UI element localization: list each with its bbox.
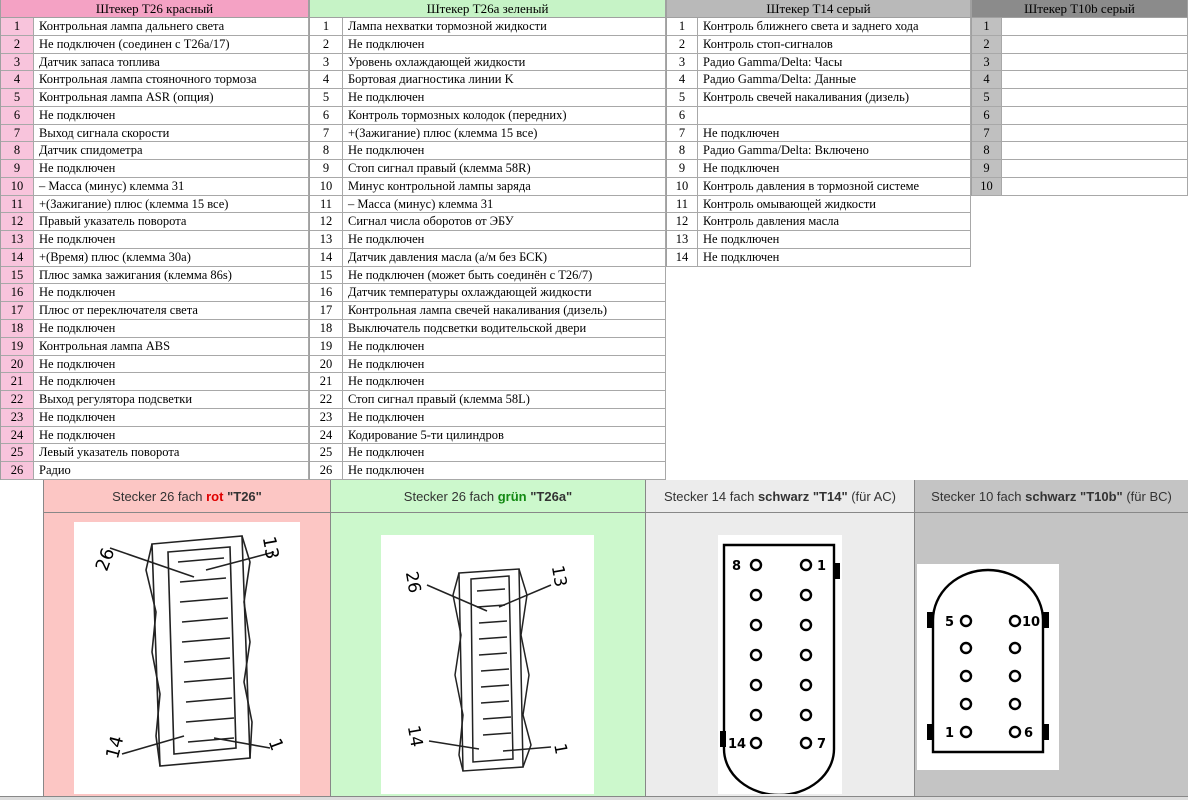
pin-description (1002, 71, 1188, 88)
pin-description: Не подключен (34, 160, 309, 177)
pin-description: Не подключен (343, 338, 666, 355)
pin-number: 8 (310, 142, 343, 159)
table-row (310, 71, 666, 89)
pin-description (1002, 107, 1188, 124)
pin-number: 2 (310, 36, 343, 53)
table-row (310, 302, 666, 320)
pin-description: Радио (34, 462, 309, 479)
pin-description: Контроль ближнего света и заднего хода (698, 18, 971, 35)
pin-description: Контроль тормозных колодок (передних) (343, 107, 666, 124)
table-header: Штекер T26 красный (1, 0, 309, 18)
pin-number: 5 (310, 89, 343, 106)
pin-number: 23 (1, 409, 34, 426)
pin-number: 2 (972, 36, 1002, 53)
pin-description: Лампа нехватки тормозной жидкости (343, 18, 666, 35)
pin-description (1002, 89, 1188, 106)
table-row (667, 160, 971, 178)
table-row (1, 142, 309, 160)
pin-description: Датчик запаса топлива (34, 54, 309, 71)
pin-number: 1 (1, 18, 34, 35)
pin-description (1002, 125, 1188, 142)
panel-caption: Stecker 10 fach schwarz "T10b" (für BC) (915, 480, 1188, 513)
panel-t26a (330, 480, 645, 798)
pin-number: 14 (1, 249, 34, 266)
pin-number: 4 (972, 71, 1002, 88)
pin-number: 17 (1, 302, 34, 319)
table-row (310, 213, 666, 231)
table-row (310, 249, 666, 267)
pin-description: Минус контрольной лампы заряда (343, 178, 666, 195)
pin-number: 14 (667, 249, 698, 266)
table-row (667, 54, 971, 72)
table-row (1, 373, 309, 391)
connector-drawing-t26 (74, 522, 300, 794)
pin-number: 18 (1, 320, 34, 337)
table-row (310, 107, 666, 125)
table-row (1, 267, 309, 285)
pin-description: Не подключен (34, 409, 309, 426)
table-row (310, 356, 666, 374)
table-row (972, 107, 1188, 125)
pin-description (1002, 160, 1188, 177)
pin-number: 8 (1, 142, 34, 159)
connector-drawing-t10b (917, 564, 1059, 770)
pin-description: Радио Gamma/Delta: Часы (698, 54, 971, 71)
table-header: Штекер T26а зеленый (310, 0, 666, 18)
pin-number: 9 (972, 160, 1002, 177)
table-row (667, 196, 971, 214)
table-t26 (0, 0, 309, 480)
pin-number: 7 (1, 125, 34, 142)
pin-number: 12 (667, 213, 698, 230)
table-row (972, 160, 1188, 178)
pin-label: 14 (102, 733, 129, 762)
table-t26a (309, 0, 666, 480)
pin-number: 11 (310, 196, 343, 213)
table-header: Штекер T10b серый (972, 0, 1188, 18)
pin-description: Не подключен (34, 107, 309, 124)
table-row (310, 160, 666, 178)
pin-description: Выход сигнала скорости (34, 125, 309, 142)
pin-description (1002, 178, 1188, 195)
pin-number: 6 (667, 107, 698, 124)
pin-number: 7 (310, 125, 343, 142)
table-row (1, 249, 309, 267)
pin-description: Не подключен (343, 462, 666, 479)
table-row (310, 462, 666, 480)
pin-number: 1 (972, 18, 1002, 35)
pin-number: 4 (310, 71, 343, 88)
table-row (972, 142, 1188, 160)
panel-t26 (43, 480, 330, 798)
pin-number: 10 (310, 178, 343, 195)
pin-description (698, 107, 971, 124)
table-t10b (971, 0, 1188, 196)
pin-number: 23 (310, 409, 343, 426)
pin-number: 8 (972, 142, 1002, 159)
table-row (1, 213, 309, 231)
pin-number: 9 (1, 160, 34, 177)
pin-description (1002, 54, 1188, 71)
pin-number: 26 (1, 462, 34, 479)
table-row (310, 320, 666, 338)
table-row (310, 18, 666, 36)
pin-label: 1 (549, 741, 571, 757)
pin-description: – Масса (минус) клемма 31 (343, 196, 666, 213)
connector-drawing-t26a (381, 535, 594, 794)
pin-description: Датчик спидометра (34, 142, 309, 159)
pin-number: 24 (1, 427, 34, 444)
pin-number: 20 (310, 356, 343, 373)
table-row (1, 178, 309, 196)
pin-number: 5 (667, 89, 698, 106)
pin-number: 8 (667, 142, 698, 159)
pin-number: 7 (972, 125, 1002, 142)
table-row (972, 71, 1188, 89)
pin-description: Контрольная лампа стояночного тормоза (34, 71, 309, 88)
pin-description: Плюс от переключателя света (34, 302, 309, 319)
table-t14 (666, 0, 971, 267)
pin-number: 9 (310, 160, 343, 177)
pin-number: 19 (310, 338, 343, 355)
pin-label: 1 (817, 559, 827, 574)
pin-number: 6 (972, 107, 1002, 124)
pin-number: 2 (1, 36, 34, 53)
pin-number: 7 (667, 125, 698, 142)
pin-label: 8 (732, 559, 742, 574)
table-row (310, 142, 666, 160)
pin-description: Не подключен (34, 231, 309, 248)
table-row (1, 462, 309, 480)
pin-description: Не подключен (343, 409, 666, 426)
table-row (972, 54, 1188, 72)
pin-description: Не подключен (343, 142, 666, 159)
table-row (310, 54, 666, 72)
pin-description (1002, 36, 1188, 53)
table-row (310, 231, 666, 249)
pin-number: 24 (310, 427, 343, 444)
table-row (1, 320, 309, 338)
pin-number: 22 (1, 391, 34, 408)
table-row (667, 107, 971, 125)
pin-description: Не подключен (343, 231, 666, 248)
table-row (667, 213, 971, 231)
table-row (310, 89, 666, 107)
pin-description: Выход регулятора подсветки (34, 391, 309, 408)
pin-description: Не подключен (34, 373, 309, 390)
pin-description: Стоп сигнал правый (клемма 58L) (343, 391, 666, 408)
table-row (310, 196, 666, 214)
table-row (1, 107, 309, 125)
connector-sketch (74, 522, 300, 794)
table-row (1, 231, 309, 249)
pin-description: Плюс замка зажигания (клемма 86s) (34, 267, 309, 284)
connector-drawing-t14 (718, 535, 842, 794)
pin-description: Не подключен (соединен с T26a/17) (34, 36, 309, 53)
table-row (972, 178, 1188, 196)
pin-number: 13 (1, 231, 34, 248)
pin-number: 1 (667, 18, 698, 35)
pin-label: 26 (400, 569, 425, 595)
pin-number: 25 (1, 444, 34, 461)
pin-label: 7 (817, 737, 827, 752)
table-row (1, 284, 309, 302)
table-row (310, 36, 666, 54)
table-row (310, 391, 666, 409)
pin-description: Контроль омывающей жидкости (698, 196, 971, 213)
pin-number: 15 (310, 267, 343, 284)
table-row (667, 231, 971, 249)
pin-number: 20 (1, 356, 34, 373)
pin-description: Контрольная лампа ABS (34, 338, 309, 355)
pin-number: 3 (1, 54, 34, 71)
pin-description: Не подключен (может быть соединён с T26/7) (343, 267, 666, 284)
pin-number: 19 (1, 338, 34, 355)
pin-label: 13 (546, 563, 571, 589)
pin-number: 17 (310, 302, 343, 319)
table-row (1, 391, 309, 409)
pin-number: 10 (1, 178, 34, 195)
pin-number: 3 (667, 54, 698, 71)
pin-description: Сигнал числа оборотов от ЭБУ (343, 213, 666, 230)
panel-t14 (645, 480, 914, 798)
pin-number: 4 (1, 71, 34, 88)
pin-description: Бортовая диагностика линии K (343, 71, 666, 88)
pin-description: – Масса (минус) клемма 31 (34, 178, 309, 195)
pin-number: 5 (1, 89, 34, 106)
pin-description: Не подключен (698, 125, 971, 142)
pin-description: Не подключен (34, 284, 309, 301)
pin-label: 1 (945, 726, 955, 741)
panel-caption: Stecker 26 fach rot "T26" (44, 480, 330, 513)
pin-label: 1 (263, 735, 288, 754)
table-row (310, 284, 666, 302)
pin-number: 4 (667, 71, 698, 88)
pin-number: 6 (1, 107, 34, 124)
pin-description: Не подключен (698, 160, 971, 177)
table-row (1, 89, 309, 107)
table-row (310, 444, 666, 462)
pin-description: Выключатель подсветки водительской двери (343, 320, 666, 337)
table-row (1, 71, 309, 89)
table-row (667, 36, 971, 54)
pin-number: 5 (972, 89, 1002, 106)
pin-number: 18 (310, 320, 343, 337)
table-row (1, 196, 309, 214)
table-row (310, 338, 666, 356)
panel-caption: Stecker 26 fach grün "T26a" (331, 480, 645, 513)
pin-description: Не подключен (698, 231, 971, 248)
pin-description: Контрольная лампа дальнего света (34, 18, 309, 35)
table-row (1, 409, 309, 427)
table-row (310, 373, 666, 391)
pin-description: Не подключен (343, 36, 666, 53)
pin-description: Контроль свечей накаливания (дизель) (698, 89, 971, 106)
pin-number: 25 (310, 444, 343, 461)
pin-number: 14 (310, 249, 343, 266)
pin-description: Не подключен (343, 89, 666, 106)
pin-number: 10 (972, 178, 1002, 195)
pin-description: Не подключен (343, 356, 666, 373)
connector-sketch (917, 564, 1059, 770)
pin-number: 11 (667, 196, 698, 213)
table-row (310, 178, 666, 196)
pin-description: Уровень охлаждающей жидкости (343, 54, 666, 71)
pin-description: Не подключен (34, 356, 309, 373)
pin-number: 11 (1, 196, 34, 213)
pin-number: 12 (1, 213, 34, 230)
table-row (1, 54, 309, 72)
table-row (972, 18, 1188, 36)
table-row (310, 267, 666, 285)
table-row (1, 302, 309, 320)
pin-number: 1 (310, 18, 343, 35)
table-row (667, 125, 971, 143)
pin-description: Датчик температуры охлаждающей жидкости (343, 284, 666, 301)
pin-number: 22 (310, 391, 343, 408)
pin-number: 9 (667, 160, 698, 177)
table-row (310, 409, 666, 427)
table-row (667, 178, 971, 196)
pin-number: 21 (1, 373, 34, 390)
table-row (1, 36, 309, 54)
table-row (667, 142, 971, 160)
pin-description: Не подключен (343, 373, 666, 390)
pin-description: Стоп сигнал правый (клемма 58R) (343, 160, 666, 177)
table-row (1, 125, 309, 143)
pin-label: 6 (1024, 726, 1034, 741)
pin-description: Не подключен (343, 444, 666, 461)
pin-description: Датчик давления масла (а/м без БСК) (343, 249, 666, 266)
table-header: Штекер T14 серый (667, 0, 971, 18)
pin-number: 6 (310, 107, 343, 124)
pin-number: 13 (667, 231, 698, 248)
panel-caption: Stecker 14 fach schwarz "T14" (für AC) (646, 480, 914, 513)
table-row (667, 89, 971, 107)
pin-number: 26 (310, 462, 343, 479)
table-row (972, 125, 1188, 143)
table-row (667, 71, 971, 89)
table-row (972, 89, 1188, 107)
pin-number: 16 (310, 284, 343, 301)
pin-description: Не подключен (34, 320, 309, 337)
horizontal-scrollbar[interactable] (0, 796, 1188, 800)
pin-description: Контроль давления масла (698, 213, 971, 230)
pin-description: Кодирование 5-ти цилиндров (343, 427, 666, 444)
table-row (1, 338, 309, 356)
pin-number: 3 (972, 54, 1002, 71)
pin-label: 10 (1022, 615, 1041, 630)
pin-description: Не подключен (34, 427, 309, 444)
connector-sketch (381, 535, 594, 794)
pin-description (1002, 142, 1188, 159)
pin-number: 10 (667, 178, 698, 195)
pin-description: Контроль стоп-сигналов (698, 36, 971, 53)
pin-number: 15 (1, 267, 34, 284)
table-row (1, 356, 309, 374)
pin-number: 21 (310, 373, 343, 390)
pin-description: Не подключен (698, 249, 971, 266)
pin-number: 12 (310, 213, 343, 230)
pin-description: Контрольная лампа ASR (опция) (34, 89, 309, 106)
pin-label: 26 (91, 545, 120, 574)
table-row (1, 427, 309, 445)
pin-description: Контроль давления в тормозной системе (698, 178, 971, 195)
pin-number: 13 (310, 231, 343, 248)
pin-label: 14 (402, 723, 427, 749)
table-row (310, 427, 666, 445)
pin-label: 13 (257, 534, 283, 561)
pin-description: +(Зажигание) плюс (клемма 15 все) (34, 196, 309, 213)
table-row (667, 249, 971, 267)
pin-label: 14 (728, 737, 747, 752)
connector-sketch (718, 535, 842, 794)
pin-description: Радио Gamma/Delta: Включено (698, 142, 971, 159)
pin-label: 5 (945, 615, 955, 630)
table-row (972, 36, 1188, 54)
pin-description (1002, 18, 1188, 35)
pin-description: Радио Gamma/Delta: Данные (698, 71, 971, 88)
table-row (1, 444, 309, 462)
pin-description: +(Зажигание) плюс (клемма 15 все) (343, 125, 666, 142)
pin-description: Правый указатель поворота (34, 213, 309, 230)
table-row (1, 160, 309, 178)
pin-number: 2 (667, 36, 698, 53)
pin-description: Левый указатель поворота (34, 444, 309, 461)
table-row (310, 125, 666, 143)
table-row (1, 18, 309, 36)
pin-number: 3 (310, 54, 343, 71)
pin-description: +(Время) плюс (клемма 30а) (34, 249, 309, 266)
pin-number: 16 (1, 284, 34, 301)
pin-description: Контрольная лампа свечей накаливания (дизель) (343, 302, 666, 319)
panel-t10b (914, 480, 1188, 798)
table-row (667, 18, 971, 36)
